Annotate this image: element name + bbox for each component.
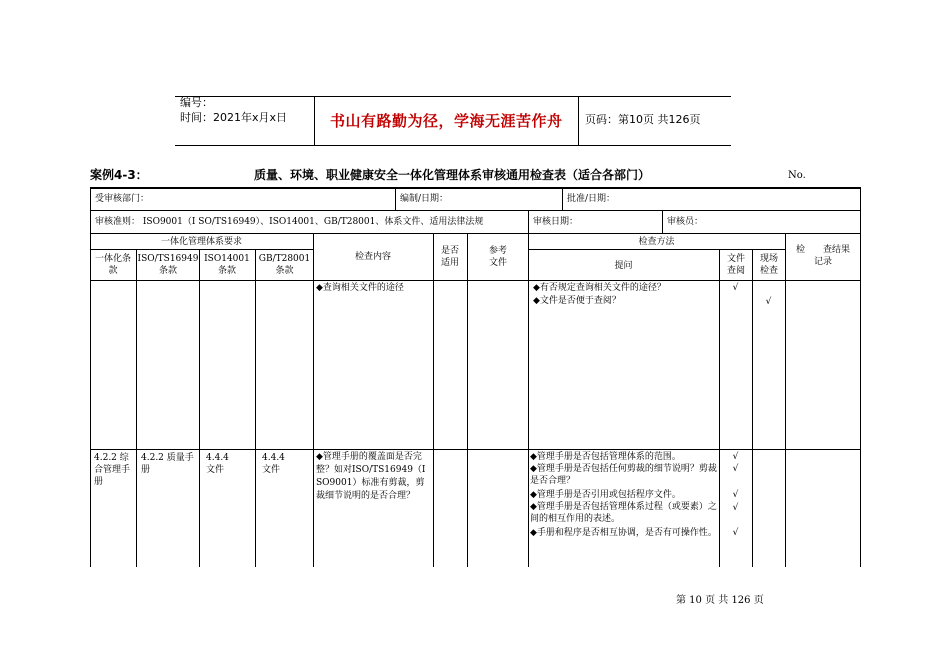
vline-info-auditdate bbox=[528, 210, 529, 233]
integrated-clause-header: 一体化条款 bbox=[94, 254, 131, 276]
motto: 书山有路勤为径，学海无涯苦作舟 bbox=[330, 112, 563, 130]
no-label: No. bbox=[788, 170, 806, 181]
audit-date-field: 审核日期： bbox=[533, 217, 579, 227]
row1-site-check: √ bbox=[765, 297, 772, 307]
rule-row-1-bottom bbox=[90, 449, 860, 450]
vline-col-14001 bbox=[199, 249, 200, 567]
page-label: 页码：第10页 共126页 bbox=[585, 113, 701, 126]
vline-col-doc bbox=[719, 249, 720, 567]
row1-question-2: ◆文件是否便于查阅？ bbox=[533, 296, 621, 306]
row2-doc-check-2: √ bbox=[732, 464, 739, 474]
row1-doc-check: √ bbox=[732, 283, 739, 293]
check-method-header: 检查方法 bbox=[638, 237, 675, 247]
row2-check-content: ◆管理手册的覆盖面是否完整？如对ISO/TS16949（ISO9001）标准有剪裁，剪裁细节说明的是否合理？ bbox=[316, 452, 426, 501]
check-content-header: 检查内容 bbox=[354, 252, 391, 262]
page-title: 质量、环境、职业健康安全一体化管理体系审核通用检查表（适合各部门） bbox=[254, 168, 651, 182]
row2-question-4: ◆管理手册是否包括管理体系过程（或要素）之间的相互作用的表述。 bbox=[530, 502, 717, 524]
row1-check-content: ◆查询相关文件的途径 bbox=[316, 283, 404, 293]
question-header: 提问 bbox=[614, 261, 633, 271]
approved-date-field: 批准/日期： bbox=[567, 194, 616, 204]
system-requirements-header: 一体化管理体系要求 bbox=[160, 237, 242, 247]
rule-subheader-right bbox=[528, 249, 785, 250]
row2-iso14001-clause: 4.4.4 文件 bbox=[206, 453, 229, 475]
row2-question-3: ◆管理手册是否引用或包括程序文件。 bbox=[530, 490, 681, 500]
vline-col-gb bbox=[255, 249, 256, 567]
vline-info-approved bbox=[562, 187, 563, 210]
row2-integrated-clause: 4.2.2 综合管理手册 bbox=[94, 453, 131, 487]
vline-col-ts bbox=[136, 249, 137, 567]
header-divider-left bbox=[314, 96, 315, 145]
case-label: 案例4-3： bbox=[90, 168, 148, 182]
vline-col-applicable bbox=[433, 233, 434, 567]
header-bottom-rule bbox=[175, 145, 731, 146]
vline-col-question bbox=[528, 233, 529, 567]
rule-subheader-left bbox=[90, 249, 313, 250]
row2-ts-clause: 4.2.2 质量手册 bbox=[141, 453, 194, 475]
rule-info-1 bbox=[90, 210, 860, 211]
vline-info-auditor bbox=[662, 210, 663, 233]
row2-doc-check-3: √ bbox=[732, 490, 739, 500]
row2-doc-check-5: √ bbox=[732, 528, 739, 538]
row2-question-1: ◆管理手册是否包括管理体系的范围。 bbox=[530, 452, 681, 462]
reference-header: 参考文件 bbox=[488, 246, 507, 268]
site-check-header: 现场检查 bbox=[759, 254, 778, 276]
vline-col-result bbox=[785, 233, 786, 567]
header-top-rule bbox=[175, 96, 731, 97]
audited-dept-field: 受审核部门： bbox=[95, 194, 150, 204]
gb-clause-header: GB/T28001条款 bbox=[258, 254, 311, 276]
row2-question-2: ◆管理手册是否包括任何剪裁的细节说明？剪裁是否合理？ bbox=[530, 464, 717, 486]
number-label: 编号： bbox=[180, 96, 213, 109]
vline-table-right bbox=[860, 187, 861, 567]
applicable-header: 是否适用 bbox=[440, 246, 459, 268]
row1-question-1: ◆有否规定查询相关文件的途径？ bbox=[533, 283, 666, 293]
row2-gb-clause: 4.4.4 文件 bbox=[262, 453, 285, 475]
footer-page-number: 第 10 页 共 126 页 bbox=[676, 595, 764, 606]
auditor-field: 审核员： bbox=[667, 217, 704, 227]
time-label: 时间：2021年x月x日 bbox=[180, 111, 288, 124]
row2-doc-check-1: √ bbox=[732, 452, 739, 462]
audit-criteria: 审核准则： ISO9001（I SO/TS16949）、ISO14001、GB/T28001、体系文件、适用法律法规 bbox=[95, 217, 484, 227]
vline-col-content bbox=[313, 233, 314, 567]
ts-clause-header: ISO/TS16949条款 bbox=[137, 254, 199, 276]
header-divider-right bbox=[578, 96, 579, 145]
result-header: 检 查结果记录 bbox=[796, 245, 851, 267]
table-top-rule bbox=[90, 187, 860, 189]
doc-review-header: 文件查阅 bbox=[726, 254, 745, 276]
vline-col-reference bbox=[467, 233, 468, 567]
row2-question-5: ◆手册和程序是否相互协调，是否有可操作性。 bbox=[530, 528, 717, 538]
prepared-date-field: 编制/日期： bbox=[400, 194, 449, 204]
row2-doc-check-4: √ bbox=[732, 503, 739, 513]
iso14001-clause-header: ISO14001条款 bbox=[204, 254, 250, 276]
vline-info-prepared bbox=[395, 187, 396, 210]
rule-info-2 bbox=[90, 233, 860, 234]
rule-header-bottom bbox=[90, 280, 860, 281]
